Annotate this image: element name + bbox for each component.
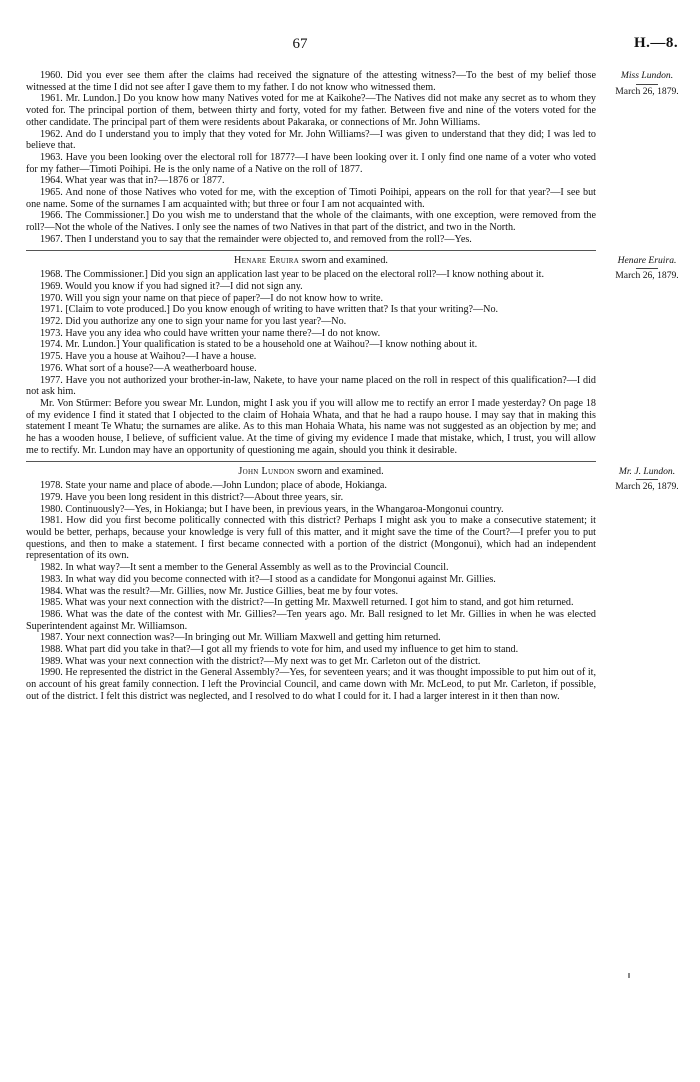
document-reference: H.—8. [634, 35, 679, 51]
qa-paragraph: 1975. Have you a house at Waihou?—I have a house. [40, 351, 257, 363]
margin-note-witness: Miss Lundon. [620, 70, 674, 81]
qa-paragraph: 1977. Have you not authorized your brother-in-law, Nakete, to have your name placed on the roll in respect of this qualification?—I did not ask him. [26, 374, 596, 398]
qa-paragraph: 1961. Mr. Lundon.] Do you know how many Natives voted for me at Kaikohe?—The Natives did not make any secret as to whom they voted for. The principal portion of them, between thirty and forty, voted for my father. Between five and nine of the voters voted for the other candidate. The principal part of them were residents about Pakaraka, or connections of Mr. John Williams. [26, 93, 596, 128]
statement-paragraph: Mr. Von Stürmer: Before you swear Mr. Lundon, might I ask you if you will allow me to rectify an error I made yesterday? On page 18 of my evidence I find it stated that I objected to the claim of Hohaia Whata, and that he had a raupo house. I may say that in making this statement I meant Te Whatu; the surnames are alike. As to this man Hohaia Whata, his name was not suggested as an objection by me; and he has a wooden house, I believe, of sufficient value. At the time of giving my evidence I made that mistake, which, I trust, you will allow me to rectify. Mr. Lundon may have an opportunity of questioning me again, should you think it desirable. [26, 397, 596, 456]
qa-paragraph: 1971. [Claim to vote produced.] Do you know enough of writing to have written that? Is that your writing?—No. [40, 304, 499, 316]
body-text [26, 70, 596, 703]
qa-paragraph: 1965. And none of those Natives who voted for me, with the exception of Timoti Poihipi, appears on the roll for that year?—I see but one name. Some of the surnames I am acquainted with; but three or four I am not acquainted with. [26, 187, 596, 210]
qa-paragraph: 1982. In what way?—It sent a member to the General Assembly as well as to the Provincial Council. [40, 562, 449, 574]
section-henare-eruira-evidence [26, 255, 596, 457]
margin-note-rule [636, 268, 658, 269]
witness-caption [26, 255, 596, 267]
margin-note-date: March 26, 1879. [615, 270, 679, 282]
section-miss-lundon-evidence [26, 70, 596, 246]
qa-paragraph: 1973. Have you any idea who could have written your name there?—I do not know. [40, 327, 381, 339]
margin-note [600, 70, 694, 97]
qa-paragraph: 1967. Then I understand you to say that the remainder were objected to, and removed from the roll?—Yes. [40, 233, 472, 245]
margin-note-witness: Mr. J. Lundon. [618, 465, 676, 477]
qa-paragraph: 1987. Your next connection was?—In bringing out Mr. William Maxwell and getting him returned. [40, 632, 441, 644]
qa-paragraph: 1989. What was your next connection with the district?—My next was to get Mr. Carleton out of the district. [40, 655, 481, 667]
witness-caption [26, 466, 596, 478]
qa-paragraph: 1978. State your name and place of abode.—John Lundon; place of abode, Hokianga. [40, 480, 387, 492]
qa-paragraph: 1985. What was your next connection with the district?—In getting Mr. Maxwell returned. I got him to stand, and got him returned. [40, 597, 574, 609]
qa-paragraph: 1966. The Commissioner.] Do you wish me to understand that the whole of the claimants, with one exception, were removed from the roll?—Not the whole of the Natives. I only see the names of two Natives in that part of the district, and two in the North. [26, 210, 596, 234]
qa-paragraph: 1979. Have you been long resident in this district?—About three years, sir. [40, 491, 344, 503]
margin-note-date: March 26, 1879. [615, 85, 679, 97]
qa-paragraph: 1986. What was the date of the contest with Mr. Gillies?—Ten years ago. Mr. Ball resigned to let Mr. Gillies in when he was elected Superintendent against Mr. Williamson. [26, 608, 596, 632]
qa-paragraph: 1988. What part did you take in that?—I got all my friends to vote for him, and used my influence to get him to stand. [40, 644, 519, 656]
qa-paragraph: 1972. Did you authorize any one to sign your name for you last year?—No. [40, 316, 347, 328]
scan-mark [628, 973, 630, 978]
qa-paragraph: 1980. Continuously?—Yes, in Hokianga; but I have been, in previous years, in the Whangaroa-Mongonui country. [40, 503, 504, 515]
qa-paragraph: 1962. And do I understand you to imply that they voted for Mr. John Williams?—I was given to understand that they did; I was led to believe that. [26, 128, 596, 152]
qa-paragraph: 1990. He represented the district in the General Assembly?—Yes, for seventeen years; and it was thought impossible to put him out of it, on account of his great family connection. I left the Provincial Council, and came down with Mr. McLeod, to put Mr. Carleton, if possible, out of the district. I felt this district was neglected, and I resolved to do what I could for it. I had a larger interest in it then than now. [26, 667, 596, 702]
page-number: 67 [292, 36, 308, 52]
qa-paragraph: 1960. Did you ever see them after the claims had received the signature of the attesting witness?—To the best of my belief those witnessed at the time I did not see after I gave them to my father. I do not know who witnessed them. [26, 70, 596, 93]
qa-paragraph: 1976. What sort of a house?—A weatherboard house. [40, 362, 257, 374]
qa-paragraph: 1968. The Commissioner.] Did you sign an application last year to be placed on the electoral roll?—I know nothing about it. [40, 269, 544, 281]
section-divider [26, 461, 596, 462]
qa-paragraph: 1969. Would you know if you had signed it?—I did not sign any. [40, 280, 303, 292]
section-divider [26, 250, 596, 251]
qa-paragraph: 1984. What was the result?—Mr. Gillies, now Mr. Justice Gillies, beat me by four votes. [40, 585, 399, 597]
qa-paragraph: 1983. In what way did you become connected with it?—I stood as a candidate for Mongonui against Mr. Gillies. [40, 573, 496, 585]
margin-note-rule [636, 84, 658, 85]
margin-note-rule [636, 479, 658, 480]
margin-note [600, 255, 694, 282]
qa-paragraph: 1974. Mr. Lundon.] Your qualification is stated to be a household one at Waihou?—I know nothing about it. [40, 339, 478, 351]
qa-paragraph: 1981. How did you first become politically connected with this district? Perhaps I might ask you to make a consecutive statement; it would be better, perhaps, because your knowledge is very full of this matter, and it might save the time of the Court?—I prefer you to put questions, and then to make a statement. I first became connected with a portion of the district (Mongonui), which had an independent representation of its own. [26, 515, 596, 562]
witness-name: John Lundon [238, 465, 295, 477]
witness-caption-rest: sworn and examined. [294, 465, 384, 477]
margin-note-witness: Henare Eruira. [617, 254, 677, 266]
section-john-lundon-evidence [26, 466, 596, 703]
qa-paragraph: 1964. What year was that in?—1876 or 1877. [40, 175, 225, 187]
witness-name: Henare Eruira [234, 254, 300, 266]
margin-note-date: March 26, 1879. [615, 481, 679, 492]
witness-caption-rest: sworn and examined. [299, 254, 388, 266]
margin-note [600, 466, 694, 493]
qa-paragraph: 1963. Have you been looking over the electoral roll for 1877?—I have been looking over it. I only find one name of a voter who voted for my father—Timoti Poihipi. He is the only name of a Native on the roll of 1877. [26, 151, 596, 175]
qa-paragraph: 1970. Will you sign your name on that piece of paper?—I do not know how to write. [40, 292, 384, 304]
